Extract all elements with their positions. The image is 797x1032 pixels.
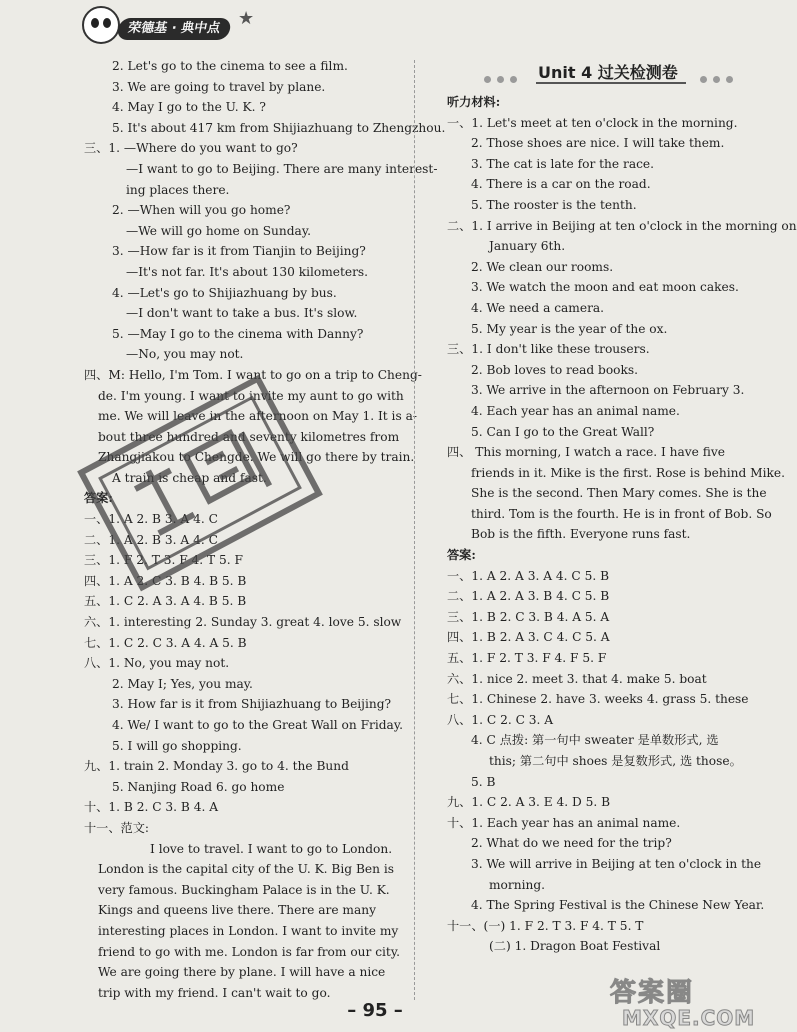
text-line: 四、1. B 2. A 3. C 4. C 5. A	[447, 630, 610, 645]
text-line: 2. Let's go to the cinema to see a film.	[112, 59, 348, 73]
text-line: 3. The cat is late for the race.	[471, 156, 654, 171]
text-line: 2. What do we need for the trip?	[471, 836, 672, 851]
text-line: 一、1. A 2. B 3. A 4. C	[84, 512, 218, 527]
text-line: 三、1. B 2. C 3. B 4. A 5. A	[447, 609, 610, 624]
text-line: 2. Those shoes are nice. I will take them.	[471, 136, 725, 151]
text-line: 五、1. F 2. T 3. F 4. F 5. F	[447, 651, 607, 666]
text-line: January 6th.	[489, 239, 566, 254]
text-line: 七、1. Chinese 2. have 3. weeks 4. grass 5. these	[447, 692, 749, 707]
text-line: 九、1. train 2. Monday 3. go to 4. the Bund	[84, 759, 349, 774]
text-line: 5. My year is the year of the ox.	[471, 321, 668, 336]
text-line: 三、1. —Where do you want to go?	[84, 141, 298, 156]
text-line: Bob is the fifth. Everyone runs fast.	[471, 527, 691, 542]
text-line: friends in it. Mike is the first. Rose is behind Mike.	[471, 465, 785, 480]
publisher-logo	[78, 4, 268, 48]
text-line: 5. The rooster is the tenth.	[471, 197, 637, 212]
text-line: 2. Bob loves to read books.	[471, 362, 639, 377]
text-line: A train is cheap and fast.	[112, 470, 267, 485]
text-line: 十一、范文:	[84, 820, 150, 835]
page-number: – 95 –	[347, 1000, 403, 1021]
text-line: 十一、(一) 1. F 2. T 3. F 4. T 5. T	[447, 918, 644, 933]
text-line: de. I'm young. I want to invite my aunt to go with	[98, 388, 404, 403]
text-line: 二、1. A 2. B 3. A 4. C	[84, 532, 218, 547]
text-line: 5. —May I go to the cinema with Danny?	[112, 326, 364, 341]
star-icon: ★	[238, 8, 255, 29]
text-line: 八、1. C 2. C 3. A	[447, 712, 554, 727]
text-line: 一、1. A 2. A 3. A 4. C 5. B	[447, 568, 610, 583]
text-line: 九、1. C 2. A 3. E 4. D 5. B	[447, 795, 611, 810]
text-line: 四、1. A 2. C 3. B 4. B 5. B	[84, 573, 247, 588]
text-line: She is the second. Then Mary comes. She is the	[471, 486, 767, 501]
text-line: 5. Can I go to the Great Wall?	[471, 424, 655, 439]
text-line: 3. We watch the moon and eat moon cakes.	[471, 280, 739, 295]
watermark-bottom: MXQE.COM	[622, 1006, 756, 1030]
text-line: 三、1. I don't like these trousers.	[447, 342, 650, 357]
text-line: 2. May I; Yes, you may.	[112, 676, 253, 691]
text-line: 五、1. C 2. A 3. A 4. B 5. B	[84, 594, 247, 609]
text-line: —No, you may not.	[126, 347, 244, 362]
text-line: 4. Each year has an animal name.	[471, 403, 680, 418]
text-line: bout three hundred and seventy kilometres from	[98, 429, 400, 444]
text-line: 2. —When will you go home?	[112, 203, 291, 218]
unit-title-underline	[536, 82, 686, 84]
text-line: 3. How far is it from Shijiazhuang to Beijing?	[112, 697, 392, 712]
text-line: 八、1. No, you may not.	[84, 656, 230, 671]
text-line: 一、1. Let's meet at ten o'clock in the morning.	[447, 115, 738, 130]
text-line: 3. We are going to travel by plane.	[112, 79, 326, 94]
logo-banner: 荣德基 · 典中点	[116, 18, 232, 40]
text-line: 二、1. I arrive in Beijing at ten o'clock in the morning on	[447, 218, 797, 233]
mascot-icon	[82, 6, 120, 44]
text-line: 5. It's about 417 km from Shijiazhuang to Zhengzhou.	[112, 120, 446, 135]
text-line: 七、1. C 2. C 3. A 4. A 5. B	[84, 635, 247, 650]
text-line: —I want to go to Beijing. There are many interest-	[126, 161, 438, 176]
text-line: 听力材料:	[447, 95, 501, 109]
text-line: interesting places in London. I want to invite my	[98, 923, 399, 938]
text-line: 3. We will arrive in Beijing at ten o'clock in the	[471, 856, 762, 871]
text-line: 三、1. F 2. T 3. F 4. T 5. F	[84, 553, 244, 568]
unit-title-text: Unit 4 过关检测卷	[538, 63, 678, 82]
text-line: We are going there by plane. I will have a nice	[98, 965, 386, 980]
text-line: 二、1. A 2. A 3. B 4. C 5. B	[447, 589, 610, 604]
text-line: 答案:	[447, 548, 476, 563]
text-line: 答案:	[84, 491, 113, 506]
text-line: ing places there.	[126, 182, 230, 197]
decor-dots-right-icon	[700, 68, 750, 76]
text-line: 2. We clean our rooms.	[471, 259, 614, 274]
text-line: 4. May I go to the U. K. ?	[112, 100, 266, 115]
text-line: —We will go home on Sunday.	[126, 223, 311, 238]
decor-dots-left-icon	[484, 68, 534, 76]
text-line: —It's not far. It's about 130 kilometers.	[126, 264, 369, 279]
text-line: 十、1. Each year has an animal name.	[447, 815, 681, 830]
text-line: 六、1. nice 2. meet 3. that 4. make 5. boat	[447, 671, 707, 686]
text-line: (二) 1. Dragon Boat Festival	[489, 939, 661, 954]
text-line: me. We will leave in the afternoon on May 1. It is a-	[98, 409, 417, 424]
text-line: London is the capital city of the U. K. Big Ben is	[98, 862, 394, 877]
column-divider	[414, 60, 415, 1000]
text-line: 5. I will go shopping.	[112, 738, 242, 753]
text-line: 四、M: Hello, I'm Tom. I want to go on a trip to Cheng-	[84, 367, 422, 382]
text-line: trip with my friend. I can't wait to go.	[98, 985, 331, 1000]
text-line: 4. The Spring Festival is the Chinese New Year.	[471, 898, 765, 913]
site-watermark	[600, 968, 756, 1032]
text-line: morning.	[489, 877, 545, 892]
text-line: 4. There is a car on the road.	[471, 177, 651, 192]
text-line: this; 第二句中 shoes 是复数形式, 选 those。	[489, 754, 742, 768]
text-line: 4. —Let's go to Shijiazhuang by bus.	[112, 285, 337, 300]
text-line: 4. We/ I want to go to the Great Wall on Friday.	[112, 718, 403, 732]
text-line: third. Tom is the fourth. He is in front of Bob. So	[471, 506, 772, 521]
text-line: very famous. Buckingham Palace is in the U. K.	[98, 882, 390, 897]
text-line: Kings and queens live there. There are many	[98, 903, 376, 918]
text-line: 六、1. interesting 2. Sunday 3. great 4. love 5. slow	[84, 615, 402, 630]
left-column	[84, 56, 446, 1003]
text-line: 4. We need a camera.	[471, 300, 605, 315]
unit-heading	[478, 58, 738, 86]
text-line: Zhangjiakou to Chengde. We will go there by train.	[98, 450, 415, 465]
right-column	[447, 92, 797, 957]
text-line: 5. Nanjing Road 6. go home	[112, 779, 285, 794]
text-line: 四、 This morning, I watch a race. I have five	[447, 445, 725, 460]
text-line: 5. B	[471, 774, 496, 789]
text-line: 4. C 点拨: 第一句中 sweater 是单数形式, 选	[471, 733, 719, 748]
text-line: —I don't want to take a bus. It's slow.	[126, 306, 358, 321]
text-line: friend to go with me. London is far from our city.	[98, 944, 400, 959]
text-line: I love to travel. I want to go to London.	[150, 841, 393, 856]
text-line: 3. —How far is it from Tianjin to Beijing?	[112, 244, 366, 259]
text-line: 3. We arrive in the afternoon on February 3.	[471, 383, 745, 398]
watermark-top: 答案圈	[610, 978, 695, 1008]
text-line: 十、1. B 2. C 3. B 4. A	[84, 800, 219, 815]
